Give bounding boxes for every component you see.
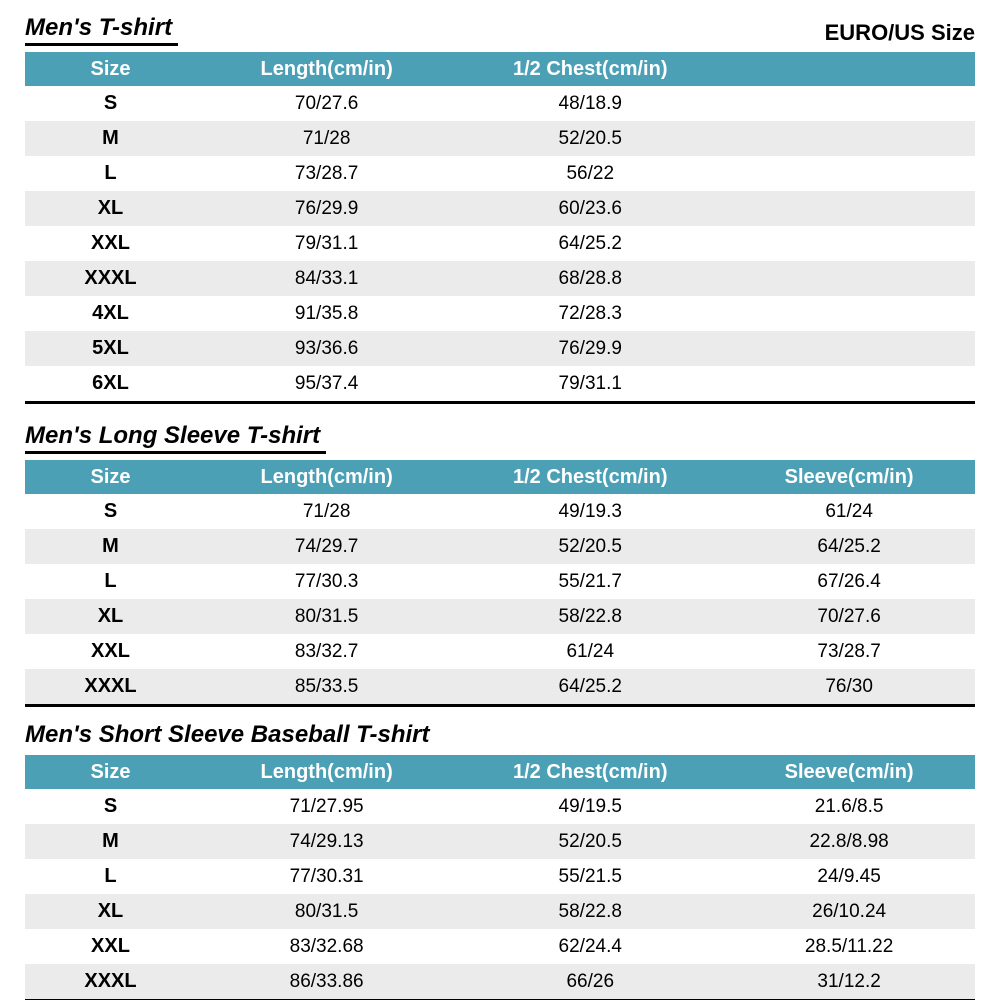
value-cell: 79/31.1	[294, 232, 359, 254]
value-cell	[723, 121, 975, 156]
value-cell: 85/33.5	[196, 669, 457, 706]
size-standard-label: EURO/US Size	[824, 20, 975, 45]
value-cell: 83/32.7	[294, 640, 359, 662]
value-cell: 22.8/8.98	[723, 824, 975, 859]
value-cell: 58/22.8	[457, 894, 723, 929]
value-cell: 64/25.2	[723, 529, 975, 564]
value-cell: 66/26	[457, 964, 723, 1000]
size-cell: XXL	[91, 935, 130, 957]
header-row	[25, 52, 975, 86]
value-cell	[723, 226, 975, 261]
value-cell	[723, 261, 975, 296]
value-cell	[723, 86, 975, 121]
column-header: 1/2 Chest(cm/in)	[457, 755, 723, 789]
column-header: Length(cm/in)	[196, 755, 457, 789]
value-cell: 60/23.6	[457, 191, 723, 226]
column-header: Length(cm/in)	[196, 52, 457, 86]
value-cell: 26/10.24	[723, 894, 975, 929]
value-cell: 28.5/11.22	[804, 935, 894, 957]
size-table	[25, 460, 975, 707]
value-cell: 24/9.45	[817, 865, 881, 887]
value-cell: 95/37.4	[294, 372, 359, 394]
value-cell: 48/18.9	[558, 92, 622, 114]
size-cell: XXXL	[25, 669, 196, 706]
table-row	[25, 494, 975, 529]
value-cell: 73/28.7	[817, 640, 881, 662]
table-row	[25, 261, 975, 296]
value-cell: 55/21.7	[558, 570, 622, 592]
column-header: Size	[25, 755, 196, 789]
table-row	[25, 191, 975, 226]
value-cell: 56/22	[566, 162, 615, 184]
value-cell: 61/24	[825, 500, 873, 522]
value-cell: 52/20.5	[457, 121, 723, 156]
value-cell: 77/30.31	[289, 865, 364, 887]
value-cell: 74/29.7	[196, 529, 457, 564]
value-cell: 71/27.95	[289, 795, 364, 817]
value-cell	[723, 296, 975, 331]
column-header: Sleeve(cm/in)	[723, 755, 975, 789]
size-cell: XL	[25, 599, 196, 634]
table-row	[25, 331, 975, 366]
value-cell: 79/31.1	[558, 372, 622, 394]
value-cell: 21.6/8.5	[814, 795, 884, 817]
value-cell: 49/19.3	[558, 500, 622, 522]
table-row	[25, 226, 975, 261]
value-cell: 84/33.1	[196, 261, 457, 296]
column-header	[723, 52, 975, 86]
value-cell	[723, 366, 975, 403]
table-row	[25, 894, 975, 929]
size-cell: S	[103, 795, 118, 817]
value-cell: 76/30	[723, 669, 975, 706]
table-row	[25, 824, 975, 859]
header-row	[25, 460, 975, 494]
size-cell: M	[25, 121, 196, 156]
size-cell: XXL	[91, 640, 130, 662]
column-header: Length(cm/in)	[196, 460, 457, 494]
value-cell: 77/30.3	[294, 570, 359, 592]
value-cell: 58/22.8	[457, 599, 723, 634]
table-row	[25, 929, 975, 964]
table-section-0	[25, 14, 975, 404]
value-cell: 52/20.5	[457, 529, 723, 564]
value-cell: 71/28	[196, 121, 457, 156]
value-cell: 72/28.3	[558, 302, 622, 324]
size-table	[25, 52, 975, 404]
value-cell: 86/33.86	[196, 964, 457, 1000]
value-cell: 68/28.8	[457, 261, 723, 296]
value-cell: 91/35.8	[294, 302, 359, 324]
value-cell: 31/12.2	[723, 964, 975, 1000]
value-cell: 71/28	[302, 500, 351, 522]
value-cell: 70/27.6	[294, 92, 359, 114]
table-row	[25, 366, 975, 403]
value-cell: 61/24	[566, 640, 615, 662]
table-title: Men's Short Sleeve Baseball T-shirt	[25, 721, 430, 748]
size-chart-tables	[25, 14, 975, 1000]
value-cell: 74/29.13	[196, 824, 457, 859]
size-table	[25, 755, 975, 1000]
size-cell: 6XL	[92, 372, 129, 394]
table-row	[25, 859, 975, 894]
table-row	[25, 669, 975, 706]
header-row	[25, 755, 975, 789]
value-cell	[723, 156, 975, 191]
column-header: 1/2 Chest(cm/in)	[457, 460, 723, 494]
value-cell: 64/25.2	[457, 669, 723, 706]
column-header: Size	[25, 460, 196, 494]
section-header	[25, 721, 975, 749]
value-cell: 49/19.5	[558, 795, 622, 817]
value-cell: 83/32.68	[289, 935, 364, 957]
table-row	[25, 296, 975, 331]
value-cell: 80/31.5	[196, 894, 457, 929]
value-cell: 70/27.6	[723, 599, 975, 634]
size-cell: L	[104, 162, 117, 184]
table-title: Men's Long Sleeve T-shirt	[25, 422, 326, 454]
table-row	[25, 599, 975, 634]
column-header: Size	[25, 52, 196, 86]
size-cell: S	[103, 92, 118, 114]
table-title: Men's T-shirt	[25, 14, 178, 46]
size-cell: M	[25, 529, 196, 564]
size-cell: S	[103, 500, 118, 522]
size-cell: L	[104, 865, 117, 887]
table-section-1	[25, 422, 975, 707]
size-cell: XXXL	[25, 964, 196, 1000]
value-cell	[723, 331, 975, 366]
table-row	[25, 86, 975, 121]
column-header: 1/2 Chest(cm/in)	[457, 52, 723, 86]
value-cell: 64/25.2	[558, 232, 622, 254]
size-cell: 4XL	[92, 302, 129, 324]
section-header	[25, 422, 975, 454]
value-cell: 76/29.9	[196, 191, 457, 226]
table-row	[25, 121, 975, 156]
table-section-2	[25, 721, 975, 1000]
column-header: Sleeve(cm/in)	[723, 460, 975, 494]
value-cell: 52/20.5	[457, 824, 723, 859]
value-cell: 73/28.7	[294, 162, 359, 184]
table-row	[25, 789, 975, 824]
size-cell: XXXL	[25, 261, 196, 296]
value-cell: 80/31.5	[196, 599, 457, 634]
table-row	[25, 964, 975, 1000]
size-cell: XL	[25, 191, 196, 226]
size-cell: 5XL	[25, 331, 196, 366]
value-cell	[723, 191, 975, 226]
value-cell: 62/24.4	[558, 935, 622, 957]
table-row	[25, 564, 975, 599]
value-cell: 55/21.5	[558, 865, 622, 887]
value-cell: 67/26.4	[817, 570, 881, 592]
section-header	[25, 14, 975, 46]
value-cell: 76/29.9	[457, 331, 723, 366]
size-cell: XL	[25, 894, 196, 929]
value-cell: 93/36.6	[196, 331, 457, 366]
table-row	[25, 156, 975, 191]
table-row	[25, 529, 975, 564]
size-cell: L	[104, 570, 117, 592]
size-cell: M	[25, 824, 196, 859]
table-row	[25, 634, 975, 669]
size-cell: XXL	[91, 232, 130, 254]
